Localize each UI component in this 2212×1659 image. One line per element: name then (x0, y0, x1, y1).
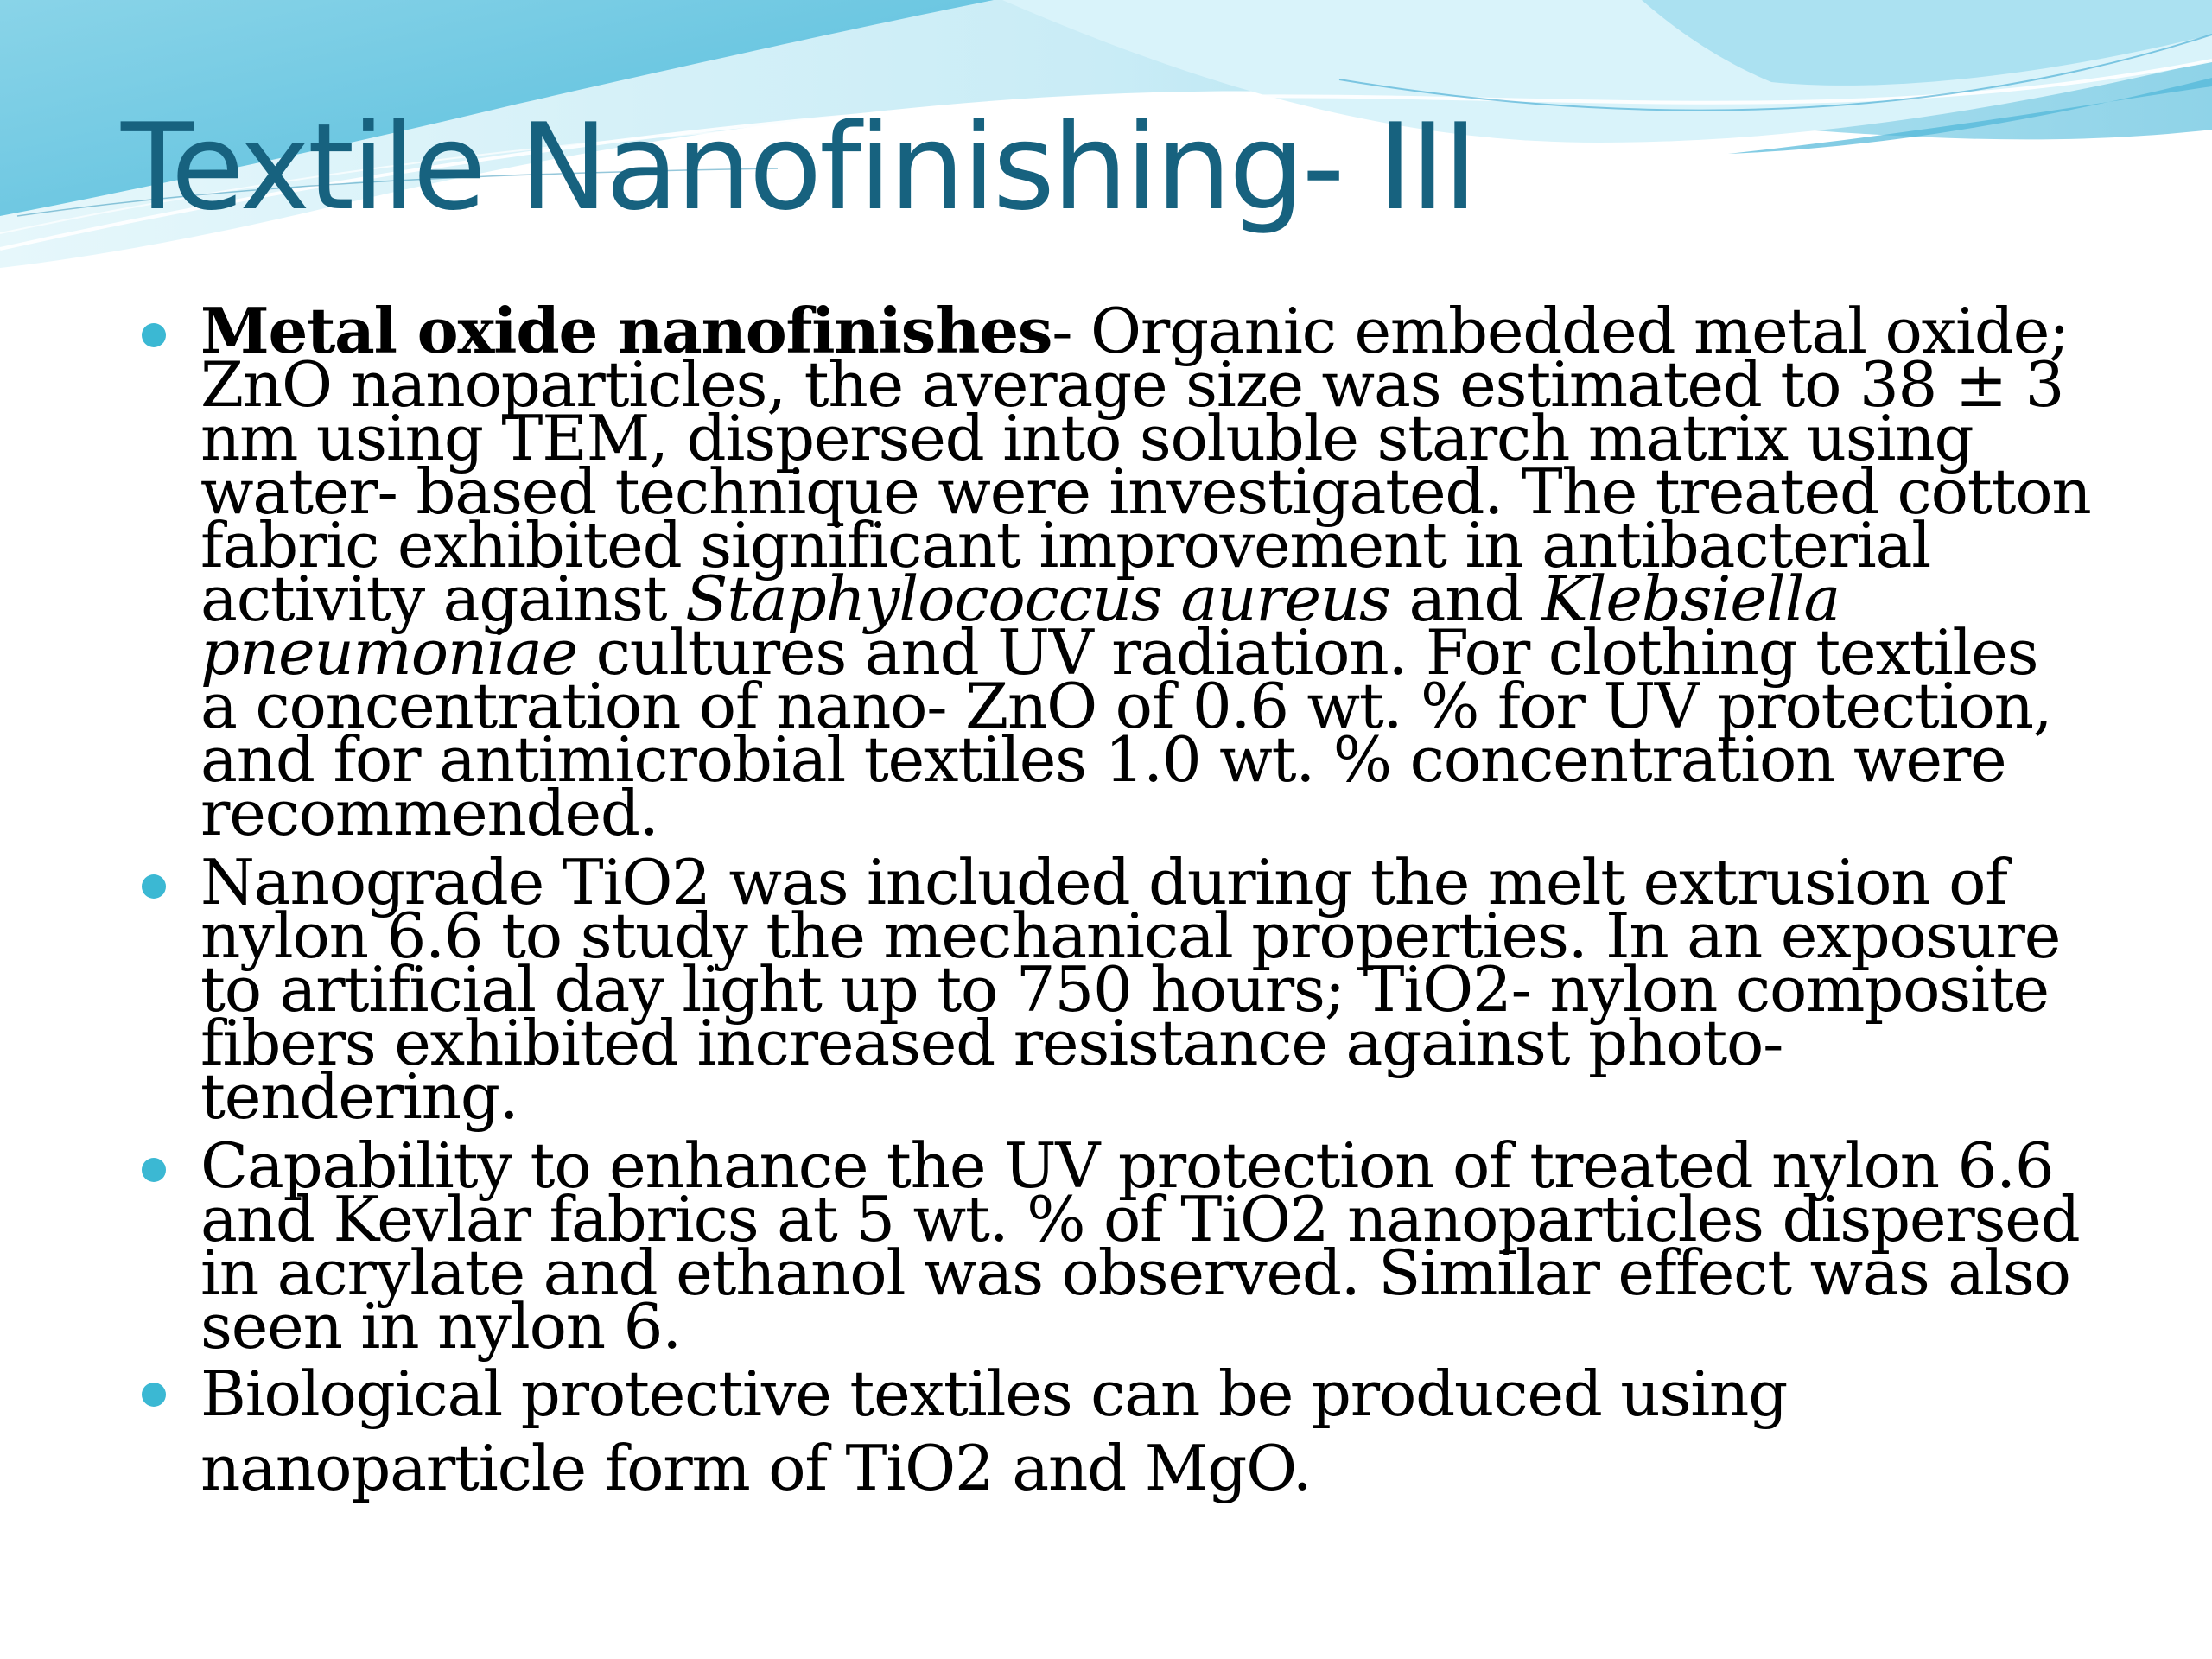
bullet-item-biological-protective (130, 1357, 2091, 1505)
bullet-item-nanograde-tio2 (130, 846, 2091, 1133)
bullet-text: and (1389, 563, 1541, 635)
bullet-text: - Organic embedded metal oxide; ZnO nanoparticles, the average size was estimated to 38 ± 3 nm using TEM, dispersed into soluble starch matrix using water- based technique were investigated. The treated cotton fabric exhibited significant improvement in antibacterial activity against (200, 295, 2091, 635)
bullet-text: Biological protective textiles can be produced using nanoparticle form of TiO2 and MgO. (200, 1357, 1788, 1504)
bullet-bold-heading: Metal oxide nanofinishes (200, 294, 1052, 367)
bullet-list (130, 294, 2091, 1505)
bullet-italic-species: Staphylococcus aureus (685, 563, 1390, 635)
bullet-dot-icon (142, 874, 166, 899)
bullet-text: Capability to enhance the UV protection of treated nylon 6.6 and Kevlar fabrics at 5 wt. % of TiO2 nanoparticles dispersed in acrylate and ethanol was observed. Similar effect was also seen in nylon 6. (200, 1129, 2080, 1363)
slide-title: Textile Nanofinishing- III (121, 98, 1476, 237)
bullet-dot-icon (142, 1382, 166, 1407)
bullet-item-metal-oxide (130, 294, 2091, 849)
bullet-italic-species: Klebsiella pneumoniae (200, 563, 1840, 689)
bullet-item-uv-protection (130, 1129, 2091, 1363)
bullet-dot-icon (142, 1158, 166, 1182)
bullet-text: Nanograde TiO2 was included during the melt extrusion of nylon 6.6 to study the mechanical properties. In an exposure to artificial day light up to 750 hours; TiO2- nylon composite fibers exhibited increased resistance against photo- tendering. (200, 846, 2061, 1133)
bullet-dot-icon (142, 323, 166, 347)
bullet-text: cultures and UV radiation. For clothing textiles a concentration of nano- ZnO of 0.6 wt. % for UV protection, and for antimicrobial textiles 1.0 wt. % concentration were recommended. (200, 616, 2052, 849)
